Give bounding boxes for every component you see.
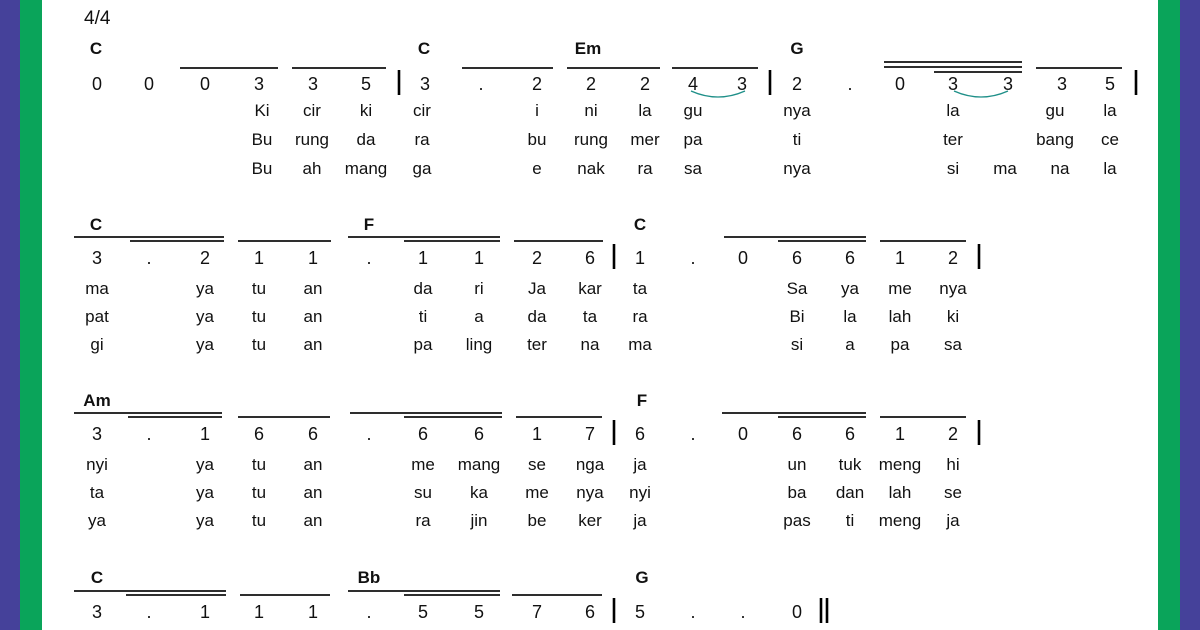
duration-dot: . [690,424,696,444]
lyric-syllable: nga [575,455,605,474]
note-number: 6 [473,424,485,444]
note-number: 6 [844,248,856,268]
lyric-syllable: ya [841,279,859,298]
note-number: 5 [473,602,485,622]
lyric-syllable: ya [196,455,214,474]
lyric-syllable: e [532,159,542,178]
note-number: 0 [791,602,803,622]
lyric-syllable: an [303,279,323,298]
lyric-syllable: si [790,335,804,354]
note-number: 7 [584,424,596,444]
lyric-syllable: ti [845,511,855,530]
lyric-syllable: pa [890,335,910,354]
lyric-syllable: Bu [251,159,273,178]
lyric-syllable: an [303,455,323,474]
lyric-syllable: ba [787,483,807,502]
lyric-syllable: ter [527,335,547,354]
lyric-syllable: me [411,455,435,474]
note-number: 2 [639,74,651,94]
note-number: 0 [143,74,155,94]
note-number: 3 [307,74,319,94]
chord-symbol: Am [83,391,111,410]
note-number: 7 [531,602,543,622]
chord-symbol: Bb [357,568,381,587]
lyric-syllable: ya [88,511,106,530]
lyric-syllable: ti [418,307,428,326]
note-number: 1 [417,248,429,268]
note-number: 1 [894,424,906,444]
note-number: 0 [894,74,906,94]
note-number: 1 [307,248,319,268]
lyric-syllable: pas [783,511,811,530]
lyric-syllable: mang [344,159,388,178]
lyric-syllable: ter [943,130,963,149]
lyric-syllable: an [303,511,323,530]
note-number: 5 [634,602,646,622]
lyric-syllable: an [303,483,323,502]
lyric-syllable: Ja [528,279,546,298]
chord-symbol: F [363,215,375,234]
note-number: 2 [531,248,543,268]
note-number: 0 [737,424,749,444]
chord-symbol: G [635,568,649,587]
lyric-syllable: la [1103,101,1117,120]
chord-symbol: C [90,568,104,587]
note-number: 2 [585,74,597,94]
note-number: 3 [253,74,265,94]
note-number: 6 [634,424,646,444]
lyric-syllable: ya [196,511,214,530]
lyric-syllable: la [1103,159,1117,178]
lyric-syllable: pa [413,335,433,354]
duration-dot: . [146,424,152,444]
lyric-syllable: lah [888,307,912,326]
lyric-syllable: ma [993,159,1017,178]
duration-dot: . [690,602,696,622]
lyric-syllable: rung [294,130,330,149]
lyric-syllable: ta [89,483,105,502]
tie-arc [954,91,1008,97]
lyric-syllable: pa [683,130,703,149]
duration-dot: . [690,248,696,268]
duration-dot: . [740,602,746,622]
note-number: 0 [91,74,103,94]
note-number: 1 [253,248,265,268]
chord-symbol: C [89,39,103,58]
note-number: 1 [307,602,319,622]
note-number: 2 [531,74,543,94]
lyric-syllable: nya [576,483,604,502]
lyric-syllable: meng [878,511,922,530]
lyric-syllable: ja [946,511,960,530]
lyric-syllable: tu [251,335,267,354]
lyric-syllable: nyi [629,483,651,502]
lyric-syllable: gu [683,101,703,120]
lyric-syllable: ce [1101,130,1119,149]
note-number: 3 [91,602,103,622]
lyric-syllable: nya [783,159,811,178]
note-number: 4 [687,74,699,94]
duration-dot: . [146,248,152,268]
lyric-syllable: mer [630,130,660,149]
chord-symbol: C [417,39,431,58]
duration-dot: . [847,74,853,94]
lyric-syllable: a [474,307,484,326]
note-number: 2 [199,248,211,268]
note-number: 6 [791,424,803,444]
chord-symbol: C [89,215,103,234]
lyric-syllable: la [946,101,960,120]
note-number: 2 [947,248,959,268]
lyric-syllable: tu [251,455,267,474]
lyric-syllable: na [580,335,600,354]
note-number: 6 [844,424,856,444]
lyric-syllable: ker [578,511,602,530]
lyric-syllable: nyi [86,455,108,474]
lyric-syllable: ta [582,307,598,326]
lyric-syllable: sa [944,335,962,354]
lyric-syllable: ra [415,511,431,530]
note-number: 1 [253,602,265,622]
lyric-syllable: la [638,101,652,120]
lyric-syllable: ah [302,159,322,178]
lyric-syllable: tu [251,483,267,502]
lyric-syllable: kar [578,279,602,298]
lyric-syllable: ra [632,307,648,326]
lyric-syllable: ya [196,307,214,326]
lyric-syllable: su [414,483,432,502]
lyric-syllable: ya [196,335,214,354]
lyric-syllable: bang [1036,130,1074,149]
chord-symbol: Em [574,39,602,58]
lyric-syllable: ti [792,130,802,149]
lyric-syllable: cir [413,101,431,120]
lyric-syllable: i [535,101,539,120]
lyric-syllable: mang [457,455,501,474]
lyric-syllable: dan [835,483,865,502]
lyric-syllable: ki [946,307,960,326]
lyric-syllable: ga [412,159,432,178]
note-number: 0 [199,74,211,94]
lyric-syllable: Ki [254,101,270,120]
lyric-syllable: nya [939,279,967,298]
lyric-syllable: sa [684,159,702,178]
note-number: 6 [253,424,265,444]
lyric-syllable: ja [633,511,647,530]
lyric-syllable: se [944,483,962,502]
lyric-syllable: ka [470,483,488,502]
note-number: 2 [791,74,803,94]
duration-dot: . [146,602,152,622]
chord-symbol: G [790,39,804,58]
lyric-syllable: ra [637,159,653,178]
note-number: 0 [737,248,749,268]
lyric-syllable: Bu [251,130,273,149]
lyric-syllable: tu [251,279,267,298]
note-number: 5 [417,602,429,622]
lyric-syllable: an [303,307,323,326]
note-number: 1 [894,248,906,268]
lyric-syllable: ya [196,483,214,502]
lyric-syllable: an [303,335,323,354]
note-number: 3 [947,74,959,94]
lyric-syllable: da [527,307,547,326]
chord-symbol: F [636,391,648,410]
lyric-syllable: da [356,130,376,149]
lyric-syllable: ja [633,455,647,474]
note-number: 3 [91,424,103,444]
note-number: 3 [91,248,103,268]
time-signature: 4/4 [84,8,111,29]
lyric-syllable: pat [85,307,109,326]
lyric-syllable: gu [1045,101,1065,120]
duration-dot: . [366,424,372,444]
lyric-syllable: ri [474,279,484,298]
note-number: 6 [307,424,319,444]
lyric-syllable: gi [90,335,104,354]
note-number: 1 [634,248,646,268]
note-number: 1 [473,248,485,268]
lyric-syllable: cir [303,101,321,120]
note-number: 3 [736,74,748,94]
lyric-syllable: da [413,279,433,298]
lyric-syllable: jin [470,511,488,530]
lyric-syllable: ta [632,279,648,298]
lyric-syllable: nya [783,101,811,120]
lyric-syllable: bu [527,130,547,149]
lyric-syllable: ma [85,279,109,298]
lyric-syllable: ni [584,101,598,120]
lyric-syllable: ma [628,335,652,354]
lyric-syllable: me [525,483,549,502]
lyric-syllable: Bi [789,307,805,326]
lyric-syllable: ling [465,335,493,354]
lyric-syllable: nak [577,159,605,178]
note-number: 6 [791,248,803,268]
lyric-syllable: me [888,279,912,298]
lyric-syllable: Sa [786,279,808,298]
note-number: 6 [417,424,429,444]
lyric-syllable: be [527,511,547,530]
lyric-syllable: ya [196,279,214,298]
note-number: 1 [531,424,543,444]
lyric-syllable: rung [573,130,609,149]
lyric-syllable: si [946,159,960,178]
lyric-syllable: tu [251,511,267,530]
note-number: 3 [1002,74,1014,94]
lyric-syllable: hi [946,455,960,474]
note-number: 1 [199,602,211,622]
lyric-syllable: tu [251,307,267,326]
note-number: 3 [1056,74,1068,94]
lyric-syllable: meng [878,455,922,474]
lyric-syllable: se [528,455,546,474]
lyric-syllable: la [843,307,857,326]
lyric-syllable: tuk [838,455,862,474]
duration-dot: . [478,74,484,94]
note-number: 3 [419,74,431,94]
note-number: 5 [360,74,372,94]
lyric-syllable: a [845,335,855,354]
lyric-syllable: un [787,455,807,474]
lyric-syllable: na [1050,159,1070,178]
note-number: 2 [947,424,959,444]
lyric-syllable: ki [359,101,373,120]
lyric-syllable: lah [888,483,912,502]
note-number: 6 [584,248,596,268]
note-number: 6 [584,602,596,622]
chord-symbol: C [633,215,647,234]
duration-dot: . [366,602,372,622]
duration-dot: . [366,248,372,268]
note-number: 5 [1104,74,1116,94]
note-number: 1 [199,424,211,444]
lyric-syllable: ra [414,130,430,149]
